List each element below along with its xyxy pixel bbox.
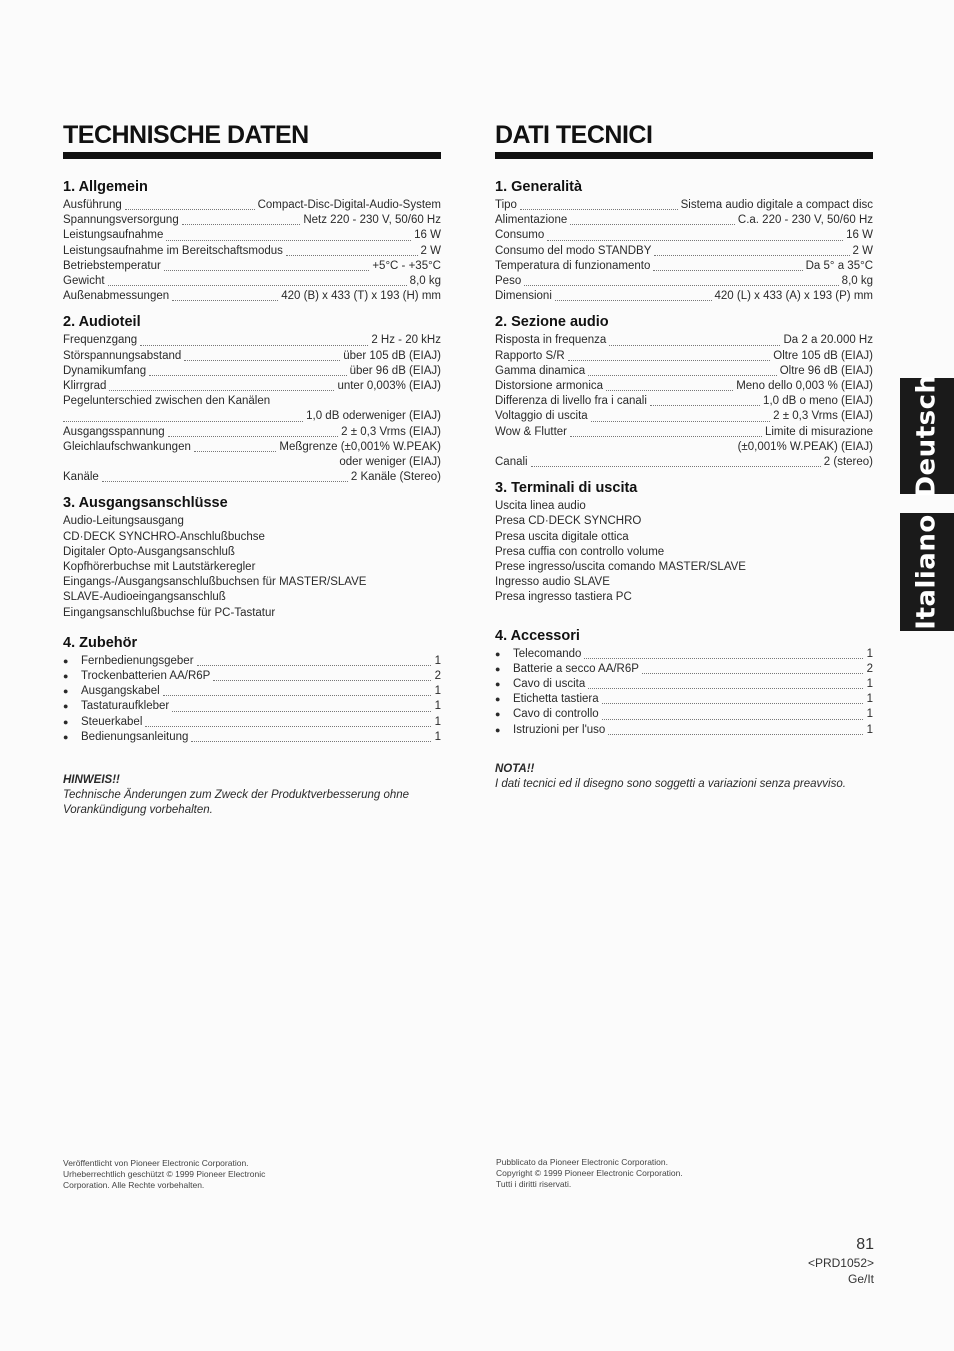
spec-row: Dimensioni 420 (L) x 433 (A) x 193 (P) mm — [495, 290, 873, 303]
spec-row: Gleichlaufschwankungen Meßgrenze (±0,001% W.PEAK) — [63, 440, 441, 453]
list-item: Digitaler Opto-Ausgangsanschluß — [63, 545, 235, 558]
spec-row: Distorsione armonica Meno dello 0,003 % (EIAJ) — [495, 380, 873, 393]
spec-row: Kanäle 2 Kanäle (Stereo) — [63, 471, 441, 484]
section-general-de — [63, 179, 441, 304]
accessory-item: ● Bedienungsanleitung 1 — [63, 730, 441, 745]
accessory-item: ● Batterie a secco AA/R6P 2 — [495, 662, 873, 677]
spec-row: Canali 2 (stereo) — [495, 456, 873, 469]
section-heading: 4. Accessori — [495, 627, 580, 644]
document-code: <PRD1052> — [807, 1256, 874, 1270]
section-heading: 1. Allgemein — [63, 179, 148, 195]
section-general-it — [495, 179, 873, 304]
bullet-icon: ● — [495, 663, 501, 674]
language-tab-italiano: Italiano — [900, 513, 954, 631]
spec-row: Leistungsaufnahme 16 W — [63, 229, 441, 242]
spec-continuation: oder weniger (EIAJ) — [339, 456, 441, 469]
note-heading: HINWEIS!! — [63, 774, 120, 787]
section-heading: 2. Sezione audio — [495, 314, 609, 331]
section-heading: 4. Zubehör — [63, 634, 138, 651]
spec-row: Rapporto S/R Oltre 105 dB (EIAJ) — [495, 349, 873, 362]
list-item: Kopfhörerbuchse mit Lautstärkeregler — [63, 561, 256, 574]
list-item: Audio-Leitungsausgang — [63, 515, 184, 528]
list-item: Eingangs-/Ausgangsanschlußbuchsen für MASTER/SLAVE — [63, 576, 367, 589]
bullet-icon: ● — [63, 686, 69, 697]
bullet-icon: ● — [495, 724, 501, 735]
spec-row: Gamma dinamica Oltre 96 dB (EIAJ) — [495, 364, 873, 377]
list-item: Presa CD·DECK SYNCHRO — [495, 515, 642, 528]
bullet-icon: ● — [63, 731, 69, 742]
section-accessories-de — [63, 635, 441, 745]
list-item: CD·DECK SYNCHRO-Anschlußbuchse — [63, 530, 265, 543]
spec-row: Außenabmessungen 420 (B) x 433 (T) x 193 (H) mm — [63, 290, 441, 303]
accessory-item: ● Fernbedienungsgeber 1 — [63, 654, 441, 669]
bullet-icon: ● — [495, 694, 501, 705]
spec-row: Alimentazione C.a. 220 - 230 V, 50/60 Hz — [495, 214, 873, 227]
spec-row: Spannungsversorgung Netz 220 - 230 V, 50/60 Hz — [63, 214, 441, 227]
spec-row: Peso 8,0 kg — [495, 275, 873, 288]
spec-label: Pegelunterschied zwischen den Kanälen — [63, 395, 271, 408]
spec-row: Betriebstemperatur +5°C - +35°C — [63, 259, 441, 272]
spec-row: Differenza di livello fra i canali 1,0 dB o meno (EIAJ) — [495, 395, 873, 408]
section-outputs-it — [495, 480, 873, 605]
bullet-icon: ● — [63, 716, 69, 727]
title-rule — [495, 152, 873, 159]
spec-row: Ausgangsspannung 2 ± 0,3 Vrms (EIAJ) — [63, 425, 441, 438]
accessory-item: ● Istruzioni per l'uso 1 — [495, 723, 873, 738]
spec-row: Klirrgrad unter 0,003% (EIAJ) — [63, 380, 441, 393]
spec-row: Risposta in frequenza Da 2 a 20.000 Hz — [495, 334, 873, 347]
spec-row: Ausführung Compact-Disc-Digital-Audio-System — [63, 199, 441, 211]
spec-row: Consumo del modo STANDBY 2 W — [495, 244, 873, 257]
section-audio-de — [63, 314, 441, 485]
page-number: 81 — [856, 1236, 874, 1253]
list-item: Ingresso audio SLAVE — [495, 576, 610, 589]
spec-row: Dynamikumfang über 96 dB (EIAJ) — [63, 364, 441, 377]
list-item: Presa cuffia con controllo volume — [495, 545, 665, 558]
accessory-item: ● Tastaturaufkleber 1 — [63, 699, 441, 714]
note-heading: NOTA!! — [495, 762, 535, 775]
title-rule — [63, 152, 441, 159]
accessory-item: ● Trockenbatterien AA/R6P 2 — [63, 669, 441, 684]
list-item: SLAVE-Audioeingangsanschluß — [63, 591, 226, 604]
accessory-item: ● Cavo di uscita 1 — [495, 677, 873, 692]
spec-row: Leistungsaufnahme im Bereitschaftsmodus 2 W — [63, 244, 441, 257]
accessory-item: ● Telecomando 1 — [495, 647, 873, 662]
list-item: Prese ingresso/uscita comando MASTER/SLAVE — [495, 561, 746, 574]
list-item: Presa uscita digitale ottica — [495, 530, 629, 543]
bullet-icon: ● — [63, 671, 69, 682]
bullet-icon: ● — [495, 679, 501, 690]
footer-german: Veröffentlicht von Pioneer Electronic Corporation. Urheberrechtlich geschützt © 1999 Pioneer Electronic Corporation. Alle Rechte vorbehalten. — [63, 1158, 266, 1190]
spec-continuation: (±0,001% W.PEAK) (EIAJ) — [737, 440, 873, 453]
section-heading: 3. Terminali di uscita — [495, 480, 638, 497]
section-outputs-de — [63, 495, 441, 620]
spec-row: Gewicht 8,0 kg — [63, 275, 441, 288]
accessory-item: ● Steuerkabel 1 — [63, 715, 441, 730]
note-text: Technische Änderungen zum Zweck der Produktverbesserung ohne Vorankündigung vorbehalten. — [63, 789, 410, 817]
spec-row: Tipo Sistema audio digitale a compact disc — [495, 199, 873, 211]
footer-italian: Pubblicato da Pioneer Electronic Corporation. Copyright © 1999 Pioneer Electronic Corporation. Tutti i diritti riservati. — [496, 1157, 683, 1189]
list-item: Uscita linea audio — [495, 500, 586, 513]
language-code: Ge/It — [847, 1272, 874, 1286]
italian-column — [495, 120, 873, 792]
spec-row: Voltaggio di uscita 2 ± 0,3 Vrms (EIAJ) — [495, 410, 873, 423]
german-column — [63, 120, 441, 819]
section-accessories-it — [495, 628, 873, 738]
bullet-icon: ● — [495, 648, 501, 659]
bullet-icon: ● — [495, 709, 501, 720]
page-number-block — [808, 1235, 874, 1287]
bullet-icon: ● — [63, 655, 69, 666]
section-audio-it — [495, 314, 873, 470]
section-heading: 2. Audioteil — [63, 314, 141, 331]
list-item: Eingangsanschlußbuchse für PC-Tastatur — [63, 606, 276, 619]
spec-row: Temperatura di funzionamento Da 5° a 35°C — [495, 259, 873, 272]
language-tab-deutsch: Deutsch — [900, 378, 954, 494]
accessory-item: ● Ausgangskabel 1 — [63, 684, 441, 699]
note-text: I dati tecnici ed il disegno sono soggetti a variazioni senza preavviso. — [495, 777, 846, 790]
page-title-german: TECHNISCHE DATEN — [63, 121, 309, 149]
section-heading: 1. Generalità — [495, 179, 583, 195]
spec-row: Wow & Flutter Limite di misurazione — [495, 425, 873, 438]
bullet-icon: ● — [63, 701, 69, 712]
spec-row: Frequenzgang 2 Hz - 20 kHz — [63, 334, 441, 347]
section-heading: 3. Ausgangsanschlüsse — [63, 495, 228, 512]
spec-row: 1,0 dB oderweniger (EIAJ) — [63, 409, 441, 424]
spec-row: Störspannungsabstand über 105 dB (EIAJ) — [63, 349, 441, 362]
page-title-italian: DATI TECNICI — [495, 121, 653, 149]
list-item: Presa ingresso tastiera PC — [495, 591, 632, 604]
spec-row: Consumo 16 W — [495, 229, 873, 242]
accessory-item: ● Cavo di controllo 1 — [495, 707, 873, 722]
accessory-item: ● Etichetta tastiera 1 — [495, 692, 873, 707]
